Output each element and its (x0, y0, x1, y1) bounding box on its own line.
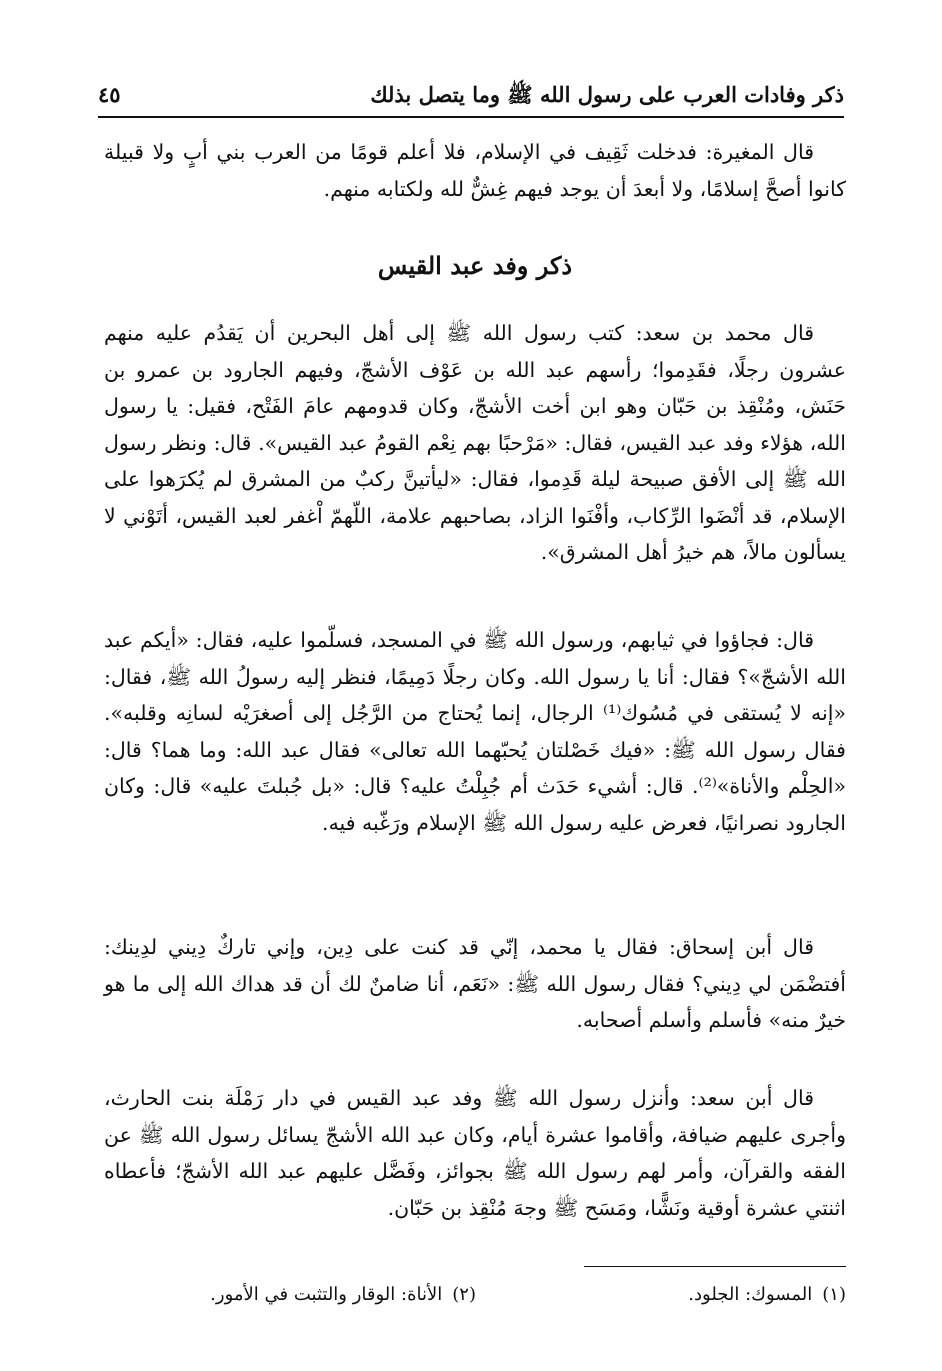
paragraph-5 (104, 1080, 846, 1226)
paragraph-2 (104, 315, 846, 571)
footnote-number: (١) (822, 1284, 846, 1305)
paragraph-text: قال المغيرة: فدخلت ثَقِيف في الإسلام، فلا أعلم قومًا من العرب بني أبٍ ولا قبيلة كانوا أصحَّ إسلامًا، ولا أبعدَ أن يوجد فيهم غِشٌّ لله ولكتابه منهم. (104, 140, 846, 201)
paragraph-text: قال أبن سعد: وأنزل رسول الله ﷺ وفد عبد القيس في دار رَمْلَة بنت الحارث، وأجرى عليهم ضيافة، وأقاموا عشرة أيام، وكان عبد الله الأشجّ يسائل رسول الله ﷺ عن الفقه والقرآن، وأمر لهم رسول الله ﷺ بجوائز، وفَضَّل عليهم عبد الله الأشجّ؛ فأعطاه اثنتي عشرة أوقية ونَشًّا، ومَسَح ﷺ وجهَ مُنْقِذ بن حَبّان. (104, 1086, 846, 1220)
paragraph-text: قال محمد بن سعد: كتب رسول الله ﷺ إلى أهل البحرين أن يَقدُم عليه منهم عشرون رجلًا، فقَدِموا؛ رأسهم عبد الله بن عَوْف الأشجّ، وفيهم الجارود بن عمرو بن حَنَش، ومُنْقِذ بن حَبّان وهو ابن أخت الأشجّ، وكان قدومهم عامَ الفَتْح، فقيل: يا رسول الله، هؤلاء وفد عبد القيس، فقال: «مَرْحبًا بهم نِعْم القومُ عبد القيس». قال: ونظر رسول الله ﷺ إلى الأفق صبيحة ليلة قَدِموا، فقال: «ليأتينَّ ركبٌ من المشرق لم يُكرَهوا على الإسلام، قد أنْضَوا الرِّكاب، وأفْنَوا الزاد، بصاحبهم علامة، اللّهمّ اْغفر لعبد القيس، أتَوْني لا يسألون مالاً، هم خيرُ أهل المشرق». (104, 321, 846, 564)
paragraph-4 (104, 929, 846, 1039)
page-header (98, 80, 844, 118)
footnote-text: الأناة: الوقار والتثبت في الأمور. (210, 1284, 443, 1305)
paragraph-text: قال: فجاؤوا في ثيابهم، ورسول الله ﷺ في المسجد، فسلّموا عليه، فقال: «أيكم عبد الله الأشجّ»؟ فقال: أنا يا رسول الله. وكان رجلًا دَمِيمًا، فنظر إليه رسولُ الله ﷺ، فقال: «إنه لا يُستقى في مُسُوك⁽¹⁾ الرجال، إنما يُحتاج من الرَّجُل إلى أصغرَيْه لسانِه وقلبه». فقال رسول الله ﷺ: «فيك خَصْلتان يُحبّهما الله تعالى» فقال عبد الله: وما هما؟ قال: «الحِلْم والأناة»⁽²⁾. قال: أشيء حَدَث أم جُبِلْتُ عليه؟ قال: «بل جُبلتَ عليه» قال: وكان الجارود نصرانيًا، فعرض عليه رسول الله ﷺ الإسلام ورَغّبه فيه. (104, 628, 846, 835)
section-heading: ذكر وفد عبد القيس (377, 251, 573, 280)
running-head: ذكر وفادات العرب على رسول الله ﷺ وما يتصل بذلك (370, 82, 844, 107)
page-number: ٤٥ (98, 82, 121, 107)
paragraph-text: قال أبن إسحاق: فقال يا محمد، إنّي قد كنت على دِين، وإني تاركٌ دِيني لدِينك: أفتضْمَن لي دِيني؟ فقال رسول الله ﷺ: «نَعَم، أنا ضامنٌ لك أن قد هداك الله إلى ما هو خيرٌ منه» فأسلم وأسلم أصحابه. (104, 935, 846, 1032)
footnote-2 (210, 1281, 476, 1309)
footnote-text: المسوك: الجلود. (688, 1284, 813, 1305)
footnote-divider (584, 1266, 846, 1267)
footnote-number: (٢) (452, 1284, 476, 1305)
paragraph-1 (104, 134, 846, 207)
footnote-1 (688, 1281, 846, 1309)
paragraph-3 (104, 622, 846, 841)
